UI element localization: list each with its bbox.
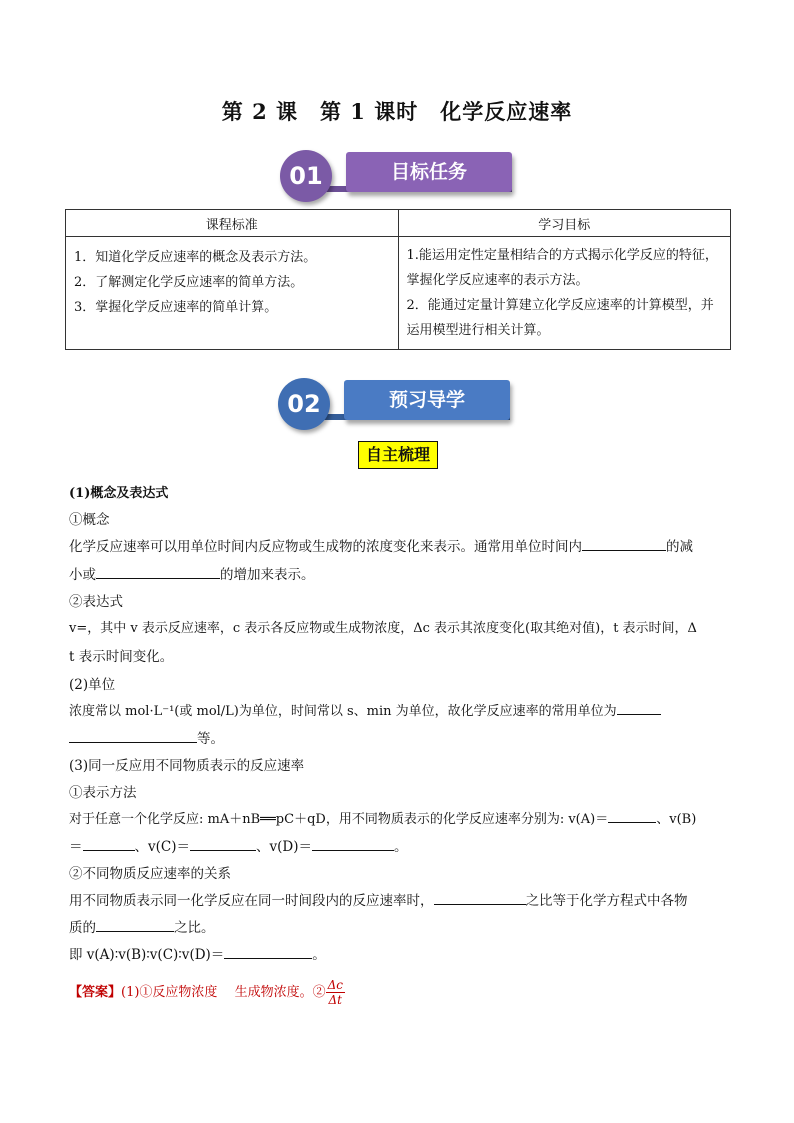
paragraph xyxy=(69,889,737,909)
section-number: 02 xyxy=(278,378,330,430)
text: 用不同物质表示同一化学反应在同一时间段内的反应速率时， xyxy=(69,893,434,909)
text: 等。 xyxy=(197,731,224,747)
text: 对于任意一个化学反应: mA＋nB══pC＋qD，用不同物质表示的化学反应速率分别为: v(A)＝ xyxy=(69,812,609,827)
text: 质的 xyxy=(69,920,96,936)
blank xyxy=(190,836,256,851)
section-banner-goals xyxy=(280,150,520,202)
text: 化学反应速率可以用单位时间内反应物或生成物的浓度变化来表示。通常用单位时间内 xyxy=(69,539,582,555)
goal-item: 1.能运用定性定量相结合的方式揭示化学反应的特征，掌握化学反应速率的表示方法。 xyxy=(406,248,718,288)
text: 浓度常以 mol·L⁻¹(或 mol/L)为单位，时间常以 s、min 为单位，故化学反应速率的常用单位为 xyxy=(69,704,617,719)
blank xyxy=(96,917,174,932)
text: 之比。 xyxy=(174,920,215,936)
paragraph xyxy=(69,808,737,827)
goals-cell xyxy=(398,237,731,350)
text: ＝ xyxy=(69,839,83,855)
fraction-numerator: Δc xyxy=(327,978,343,992)
blank xyxy=(617,700,661,715)
text: 。 xyxy=(393,839,408,855)
subheading: ②不同物质反应速率的关系 xyxy=(69,866,231,882)
subheading: ①表示方法 xyxy=(69,785,137,801)
standard-item: 1．知道化学反应速率的概念及表示方法。 xyxy=(74,250,317,265)
paragraph: t 表示时间变化。 xyxy=(69,649,174,665)
paragraph xyxy=(69,727,737,747)
blank xyxy=(434,890,526,905)
paragraph xyxy=(69,943,737,963)
self-study-label: 自主梳理 xyxy=(358,441,438,469)
answer-label: 【答案】 xyxy=(69,985,122,1000)
section-label: 目标任务 xyxy=(346,152,512,192)
answer-fraction xyxy=(326,978,345,1007)
paragraph xyxy=(69,535,737,555)
section-label: 预习导学 xyxy=(344,380,510,420)
text: 的减 xyxy=(666,539,693,555)
standard-item: 3．掌握化学反应速率的简单计算。 xyxy=(74,300,278,315)
text: 的增加来表示。 xyxy=(220,567,315,583)
section-number: 01 xyxy=(280,150,332,202)
heading-concept: (1)概念及表达式 xyxy=(69,486,169,501)
goals-table xyxy=(65,209,731,350)
paragraph xyxy=(69,700,737,719)
header-goals: 学习目标 xyxy=(398,210,731,237)
blank xyxy=(69,728,197,743)
blank xyxy=(83,836,135,851)
blank xyxy=(608,808,656,823)
text: 、v(D)＝ xyxy=(256,839,312,855)
text: 小或 xyxy=(69,567,96,583)
page-title: 第 2 课 第 1 课时 化学反应速率 xyxy=(221,99,573,124)
paragraph xyxy=(69,563,737,583)
answer-text: (1)①反应物浓度 生成物浓度。② xyxy=(121,985,326,1000)
heading-rate-relation: (3)同一反应用不同物质表示的反应速率 xyxy=(69,758,305,774)
section-banner-preview xyxy=(278,378,518,430)
goal-item: 2．能通过定量计算建立化学反应速率的计算模型，并运用模型进行相关计算。 xyxy=(406,298,714,338)
subheading: ②表达式 xyxy=(69,594,123,610)
blank xyxy=(96,564,220,579)
answer-line xyxy=(69,978,737,1007)
fraction-denominator: Δt xyxy=(328,993,343,1007)
standard-item: 2．了解测定化学反应速率的简单方法。 xyxy=(74,275,304,290)
paragraph xyxy=(69,916,737,936)
standards-cell xyxy=(66,237,399,350)
text: 即 v(A)∶v(B)∶v(C)∶v(D)＝ xyxy=(69,947,225,963)
blank xyxy=(224,944,312,959)
subheading: ①概念 xyxy=(69,512,110,528)
paragraph xyxy=(69,835,737,855)
text: 。 xyxy=(312,947,326,963)
blank xyxy=(582,536,666,551)
text: 之比等于化学方程式中各物 xyxy=(525,893,688,909)
text: 、v(B) xyxy=(656,812,697,827)
heading-unit: (2)单位 xyxy=(69,677,116,693)
paragraph: v=，其中 v 表示反应速率，c 表示各反应物或生成物浓度，Δc 表示其浓度变化(取其绝对值)，t 表示时间，Δ xyxy=(69,621,697,636)
header-standards: 课程标准 xyxy=(66,210,399,237)
blank xyxy=(312,836,394,851)
text: 、v(C)＝ xyxy=(134,839,190,855)
